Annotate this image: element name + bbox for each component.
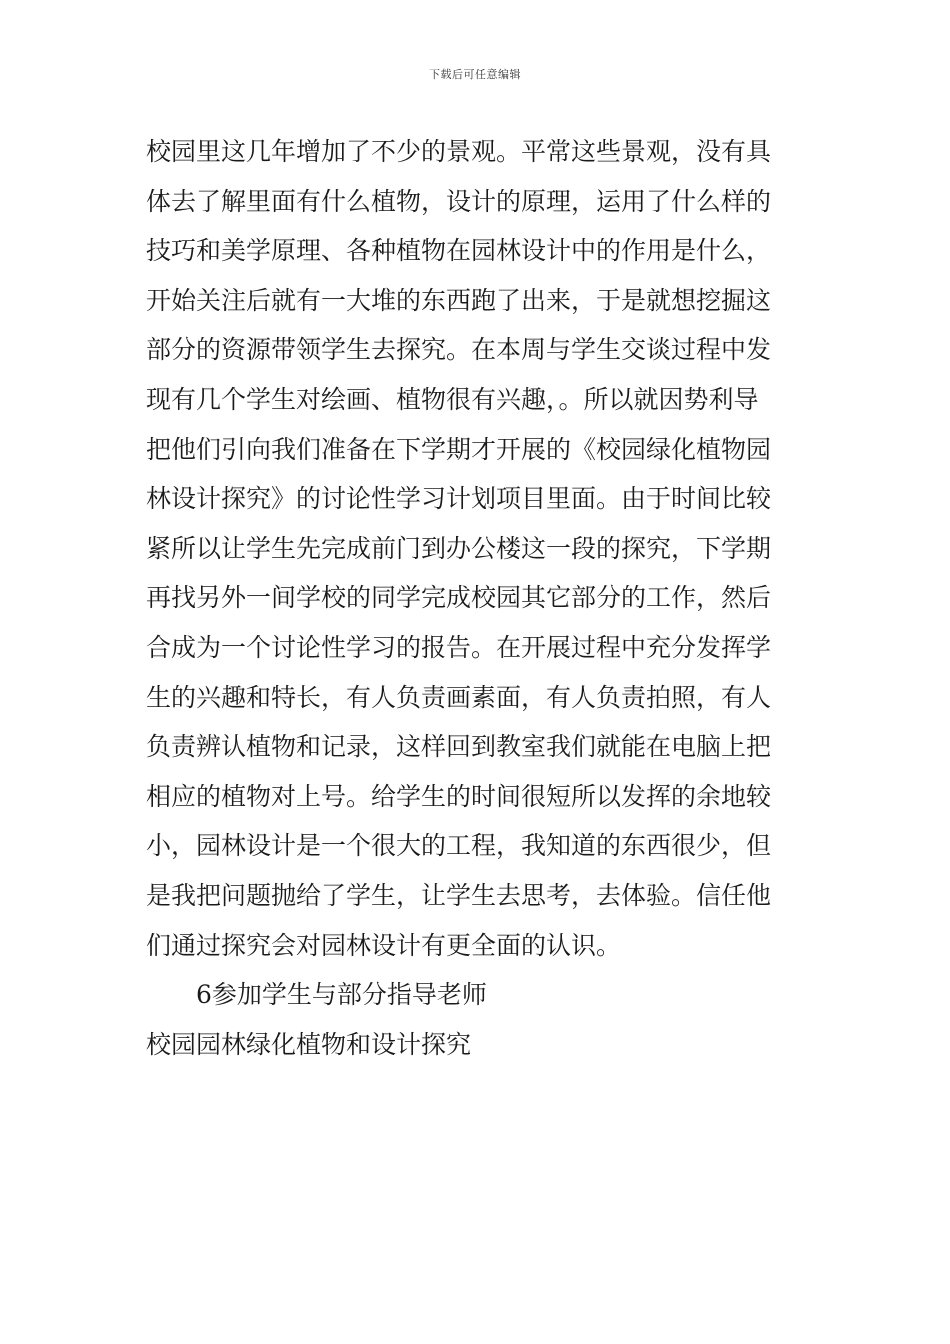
paragraph-line: 是我把问题抛给了学生，让学生去思考，去体验。信任他 <box>146 880 772 910</box>
paragraph-line: 再找另外一间学校的同学完成校园其它部分的工作，然后 <box>146 583 772 613</box>
section-heading: 6参加学生与部分指导老师 <box>196 980 487 1010</box>
paragraph-line: 紧所以让学生先完成前门到办公楼这一段的探究，下学期 <box>146 533 772 563</box>
paragraph-line: 校园里这几年增加了不少的景观。平常这些景观，没有具 <box>146 137 772 166</box>
paragraph-line: 负责辨认植物和记录，这样回到教室我们就能在电脑上把 <box>146 732 772 762</box>
paragraph-line: 生的兴趣和特长，有人负责画素面，有人负责拍照，有人 <box>146 682 772 712</box>
page-header: 下载后可任意编辑 <box>429 68 521 81</box>
paragraph-line: 小，园林设计是一个很大的工程，我知道的东西很少，但 <box>146 831 772 861</box>
project-title-line: 校园园林绿化植物和设计探究 <box>146 1029 472 1059</box>
paragraph-line: 相应的植物对上号。给学生的时间很短所以发挥的余地较 <box>146 781 772 811</box>
paragraph-line: 体去了解里面有什么植物，设计的原理，运用了什么样的 <box>146 186 772 216</box>
paragraph-line: 技巧和美学原理、各种植物在园林设计中的作用是什么， <box>146 236 772 266</box>
paragraph-line: 部分的资源带领学生去探究。在本周与学生交谈过程中发 <box>146 335 772 365</box>
document-body <box>146 127 806 1069</box>
paragraph-line: 开始关注后就有一大堆的东西跑了出来，于是就想挖掘这 <box>146 285 772 315</box>
paragraph-line: 们通过探究会对园林设计有更全面的认识。 <box>146 930 622 960</box>
paragraph-line: 合成为一个讨论性学习的报告。在开展过程中充分发挥学 <box>146 632 772 662</box>
paragraph-line: 把他们引向我们准备在下学期才开展的《校园绿化植物园 <box>146 434 772 464</box>
paragraph-line: 现有几个学生对绘画、植物很有兴趣，。所以就因势利导 <box>146 384 759 414</box>
paragraph-line: 林设计探究》的讨论性学习计划项目里面。由于时间比较 <box>146 484 772 514</box>
